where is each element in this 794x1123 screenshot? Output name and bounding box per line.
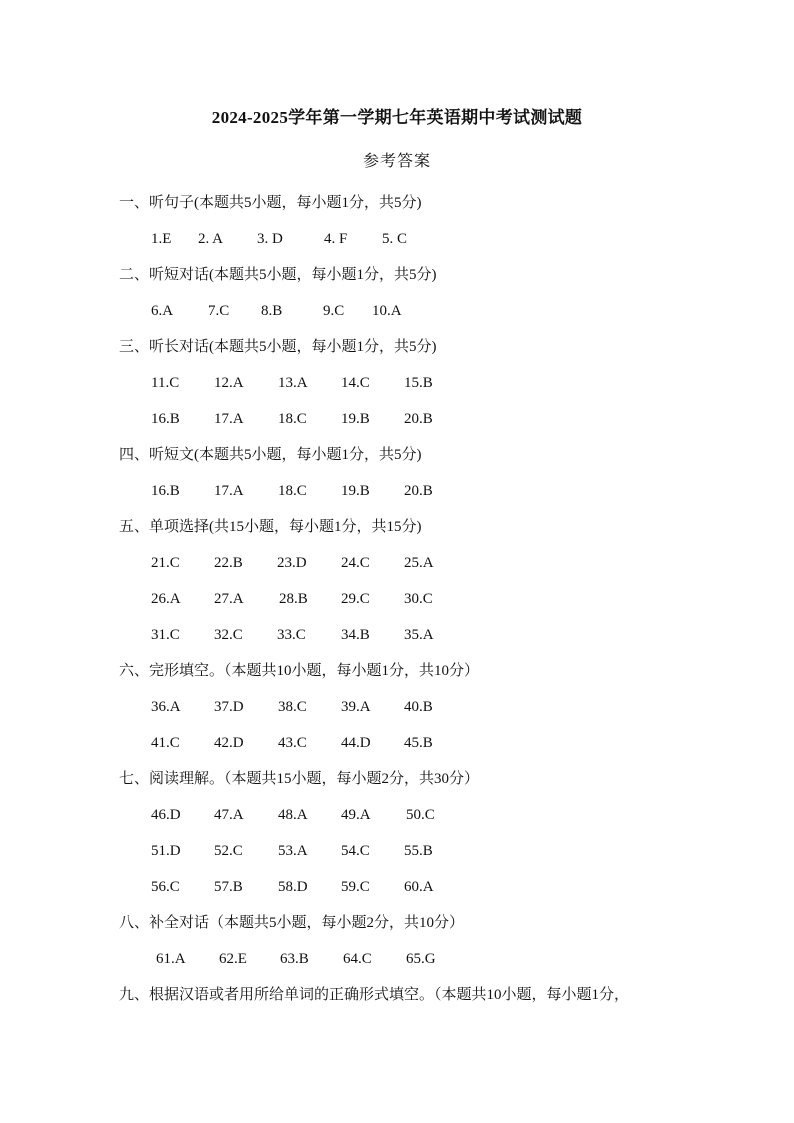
answer-item: 17.A [214, 411, 244, 427]
section-heading: 五、单项选择(共15小题，每小题1分，共15分) [119, 519, 422, 535]
answer-item: 58.D [278, 879, 308, 895]
answer-item: 3. D [257, 231, 283, 247]
answer-item: 9.C [323, 303, 345, 319]
answer-item: 54.C [341, 843, 370, 859]
answer-item: 26.A [151, 591, 181, 607]
answer-item: 27.A [214, 591, 244, 607]
answer-item: 5. C [382, 231, 408, 247]
answer-item: 33.C [277, 627, 306, 643]
document-subtitle: 参考答案 [362, 153, 431, 170]
answer-item: 65.G [406, 951, 436, 967]
section-heading: 三、听长对话(本题共5小题，每小题1分，共5分) [119, 339, 437, 355]
answer-item: 25.A [404, 555, 434, 571]
answer-item: 16.B [151, 411, 180, 427]
answer-item: 51.D [151, 843, 181, 859]
answer-item: 31.C [151, 627, 180, 643]
answer-item: 6.A [151, 303, 174, 319]
answer-item: 4. F [324, 231, 348, 247]
answer-item: 42.D [214, 735, 244, 751]
section-heading: 六、完形填空。（本题共10小题，每小题1分，共10分） [119, 663, 480, 679]
answer-item: 61.A [156, 951, 186, 967]
answer-item: 39.A [341, 699, 371, 715]
answer-item: 1.E [151, 231, 172, 247]
section-heading: 二、听短对话(本题共5小题，每小题1分，共5分) [119, 267, 437, 283]
answer-item: 57.B [214, 879, 243, 895]
answer-item: 62.E [219, 951, 247, 967]
answer-item: 7.C [208, 303, 230, 319]
answer-item: 34.B [341, 627, 370, 643]
answer-item: 36.A [151, 699, 181, 715]
answer-item: 20.B [404, 411, 433, 427]
answer-item: 49.A [341, 807, 371, 823]
answer-item: 10.A [372, 303, 402, 319]
answer-item: 55.B [404, 843, 433, 859]
answer-item: 18.C [278, 411, 307, 427]
answer-item: 19.B [341, 483, 370, 499]
answer-item: 30.C [404, 591, 433, 607]
answer-item: 63.B [280, 951, 309, 967]
document-title: 2024-2025学年第一学期七年英语期中考试测试题 [211, 108, 583, 127]
answer-item: 40.B [404, 699, 433, 715]
answer-item: 22.B [214, 555, 243, 571]
answer-item: 21.C [151, 555, 180, 571]
answer-item: 23.D [277, 555, 307, 571]
section-heading: 一、听句子(本题共5小题，每小题1分，共5分) [119, 195, 422, 211]
section-heading: 八、补全对话（本题共5小题，每小题2分，共10分） [119, 915, 465, 931]
answer-item: 12.A [214, 375, 244, 391]
section-heading: 九、根据汉语或者用所给单词的正确形式填空。（本题共10小题，每小题1分， [119, 987, 630, 1003]
answer-item: 29.C [341, 591, 370, 607]
answer-item: 43.C [278, 735, 307, 751]
answer-item: 60.A [404, 879, 434, 895]
answer-item: 56.C [151, 879, 180, 895]
answer-item: 48.A [278, 807, 308, 823]
answer-item: 19.B [341, 411, 370, 427]
answer-item: 15.B [404, 375, 433, 391]
answer-item: 45.B [404, 735, 433, 751]
section-heading: 四、听短文(本题共5小题，每小题1分，共5分) [119, 447, 422, 463]
answer-item: 37.D [214, 699, 244, 715]
answer-item: 52.C [214, 843, 243, 859]
answer-item: 14.C [341, 375, 370, 391]
answer-item: 20.B [404, 483, 433, 499]
answer-item: 28.B [279, 591, 308, 607]
answer-item: 44.D [341, 735, 371, 751]
answer-item: 50.C [406, 807, 435, 823]
answer-item: 11.C [151, 375, 180, 391]
answer-item: 16.B [151, 483, 180, 499]
answer-item: 53.A [278, 843, 308, 859]
answer-item: 59.C [341, 879, 370, 895]
answer-item: 2. A [198, 231, 224, 247]
answer-item: 41.C [151, 735, 180, 751]
answer-item: 35.A [404, 627, 434, 643]
answer-item: 18.C [278, 483, 307, 499]
answer-item: 32.C [214, 627, 243, 643]
answer-item: 13.A [278, 375, 308, 391]
answer-item: 47.A [214, 807, 244, 823]
answer-item: 64.C [343, 951, 372, 967]
section-heading: 七、阅读理解。（本题共15小题，每小题2分，共30分） [119, 771, 480, 787]
answer-item: 8.B [261, 303, 283, 319]
answer-item: 38.C [278, 699, 307, 715]
answer-item: 46.D [151, 807, 181, 823]
answer-item: 17.A [214, 483, 244, 499]
answer-item: 24.C [341, 555, 370, 571]
